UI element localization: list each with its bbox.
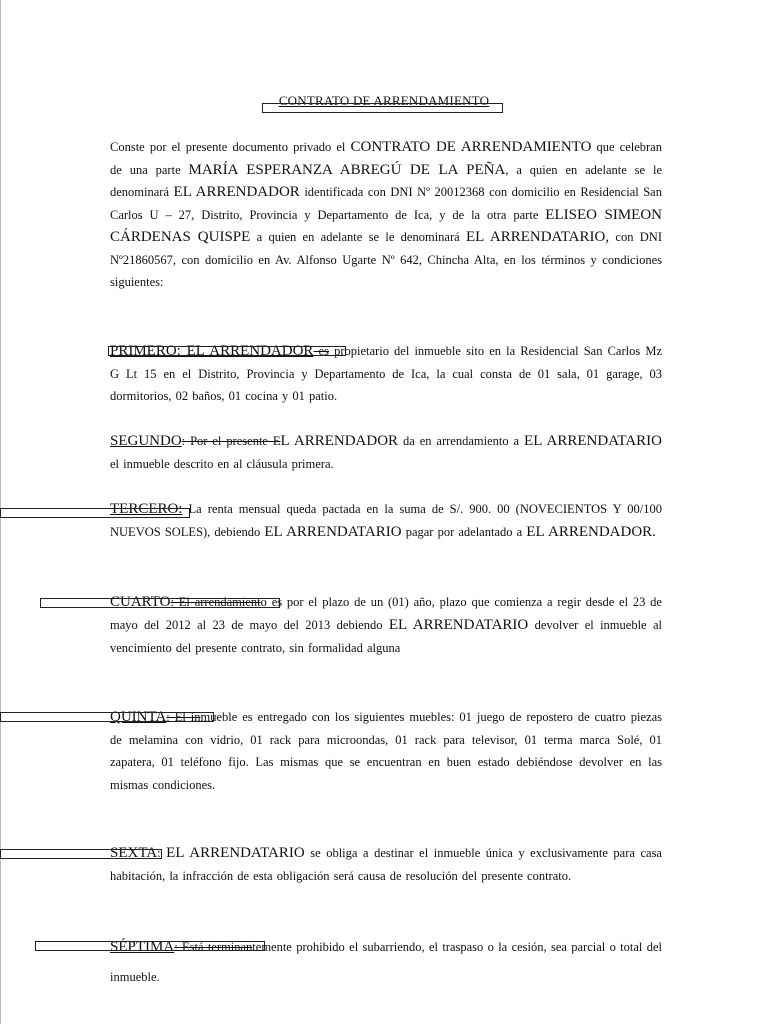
text-run: : Por el presente E xyxy=(181,434,281,448)
annotation-box-quinta xyxy=(0,712,214,722)
text-run: que celebran de una parte xyxy=(110,140,662,177)
clause-sexta xyxy=(110,842,662,887)
text-run: con DNI Nº21860567, con domicilio en Av. Alfonso Ugarte Nº 642, Chincha Alta, en los términos y condiciones siguientes: xyxy=(110,230,662,289)
text-run: EL ARRENDADOR xyxy=(173,184,300,200)
text-run: devolver el inmueble al vencimiento del presente contrato, sin formalidad alguna xyxy=(110,618,662,655)
text-run: : El arrendamient xyxy=(170,595,261,609)
text-run: EL ARRENDATARIO xyxy=(166,845,305,861)
text-run: , a quien en adelante se le denominará xyxy=(110,162,662,199)
clause-heading: SEXTA xyxy=(110,845,158,861)
text-run: mueble es entregado con los siguientes muebles: 01 juego de repostero de cuatro piezas de melamina con vidrio, 01 rack para microondas, 01 rack para televisor, 01 terma marca Solé, 01 zapatera, 01 teléfono fijo. Las mismas que se encuentran en buen estado debiéndose devolver en las mismas condiciones. xyxy=(110,710,662,792)
text-run: EL ARRENDATARIO, xyxy=(466,229,610,245)
annotation-box-sexta xyxy=(0,849,162,859)
text-run: o es por el plazo de un (01) año, plazo que comienza a regir desde el 23 de mayo del 2012 al 23 de mayo del 2013 debiendo xyxy=(110,595,662,632)
text-run: EL ARRENDATARIO xyxy=(524,433,662,449)
text-run: L ARRENDADOR xyxy=(280,433,399,449)
intro-paragraph xyxy=(110,136,662,294)
document-title: CONTRATO DE ARRENDAMIENTO xyxy=(278,93,490,108)
clause-heading: PRIMERO: EL ARRENDADOR xyxy=(110,343,314,359)
text-run: : El in xyxy=(166,710,201,724)
text-run: identificada con DNI Nº 20012368 con domicilio en Residencial San Carlos U – 27, Distrito, Provincia y Departamento de Ica, y de la otra parte xyxy=(110,185,662,222)
text-run: el inmueble descrito en al cláusula primera. xyxy=(110,457,334,471)
title-annotation-box xyxy=(262,103,503,113)
text-run: CONTRATO DE ARRENDAMIENTO xyxy=(350,139,592,155)
text-run: pagar por adelantado a xyxy=(401,525,527,539)
text-run: da en arrendamiento a xyxy=(398,434,525,448)
annotation-box-tercero xyxy=(0,508,190,518)
text-run: Conste por el presente documento privado el xyxy=(110,140,351,154)
text-run: temente prohibido el subarriendo, el traspaso o la cesión, sea parcial o total del inmueble. xyxy=(110,940,663,984)
text-run: EL ARRENDADOR. xyxy=(526,524,656,540)
text-run: EL ARRENDATARIO xyxy=(264,524,402,540)
text-run: es xyxy=(313,344,329,358)
annotation-box-cuarto xyxy=(40,598,280,608)
text-run: MARÍA ESPERANZA ABREGÚ DE LA PEÑA xyxy=(188,161,506,178)
annotation-box-primero xyxy=(108,346,346,356)
clause-heading: SEGUNDO xyxy=(110,433,182,449)
text-run: EL ARRENDATARIO xyxy=(388,617,529,633)
text-run: se obliga a destinar el inmueble única y exclusivamente para casa habitación, la infracción de esta obligación será causa de resolución del presente contrato. xyxy=(110,846,662,883)
clause-segundo xyxy=(110,430,662,476)
clause-heading: QUINTA xyxy=(110,709,167,725)
text-run: a quien en adelante se le denominará xyxy=(250,230,466,244)
text-run: : Está terminan xyxy=(174,940,253,954)
clause-heading: SÉPTIMA xyxy=(110,939,175,955)
annotation-box-septima xyxy=(35,941,265,951)
text-run: ELISEO SIMEON CÁRDENAS QUISPE xyxy=(110,206,662,245)
text-run: propietario del inmueble sito en la Residencial San Carlos Mz G Lt 15 en el Distrito, Provincia y Departamento de Ica, la cual consta de 01 sala, 01 garage, 03 dormitorios, 02 baños, 01 cocina y 01 patio. xyxy=(110,344,662,403)
text-run: La renta mensual queda pactada en la suma de S/. 900. 00 (NOVECIENTOS Y 00/100 NUEVOS SOLES), debiendo xyxy=(110,502,662,539)
text-run: : xyxy=(157,846,167,860)
clause-tercero xyxy=(110,498,662,544)
clause-heading: TERCERO: xyxy=(110,501,183,517)
clause-heading: CUARTO xyxy=(110,594,171,610)
